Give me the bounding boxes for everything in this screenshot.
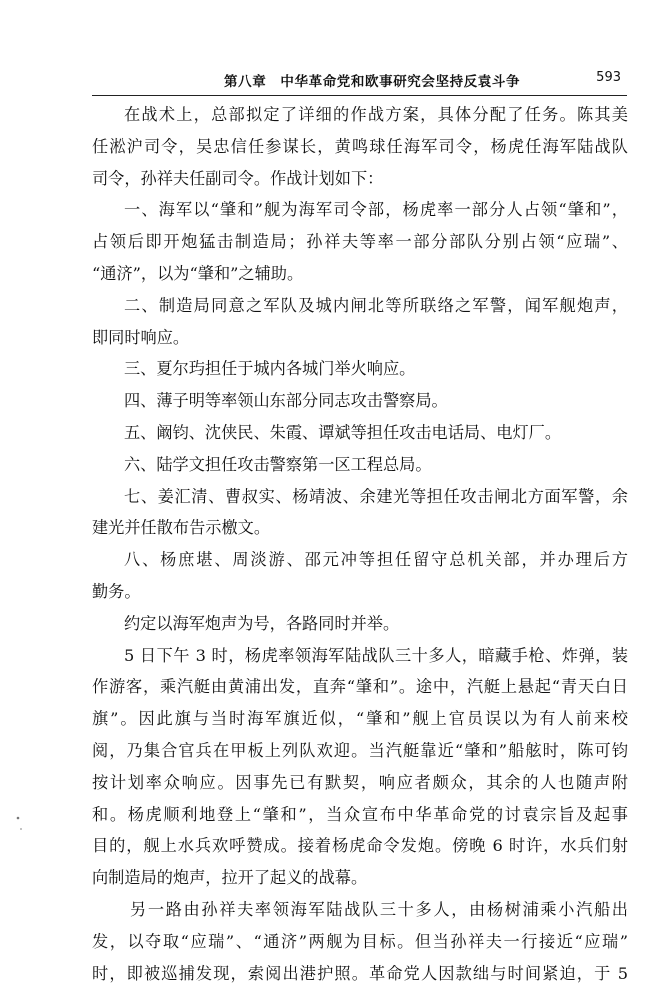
text-line: “通济”，以为“肇和”之辅助。	[92, 263, 304, 283]
text-line: 任淞沪司令，吴忠信任参谋长，黄鸣球任海军司令，杨虎任海军陆战队	[92, 136, 628, 156]
text-line: 发，以夺取“应瑞”、“通济”两舰为目标。但当孙祥夫一行接近“应瑞”	[92, 931, 628, 951]
text-line: 八、杨庶堪、周淡游、邵元冲等担任留守总机关部，并办理后方	[124, 550, 628, 570]
body-text	[92, 99, 628, 989]
text-line: 和。杨虎顺利地登上“肇和”，当众宣布中华革命党的讨袁宗旨及起事	[92, 804, 628, 824]
chapter-title: 第八章 中华革命党和欧事研究会坚持反袁斗争	[224, 74, 521, 90]
text-line: 时，即被巡捕发现，索阅出港护照。革命党人因款绌与时间紧迫，于 5	[92, 963, 628, 983]
text-line: 即同时响应。	[92, 327, 190, 347]
text-line: 阅，乃集合官兵在甲板上列队欢迎。当汽艇靠近“肇和”船舷时，陈可钧	[92, 740, 628, 760]
text-line: 在战术上，总部拟定了详细的作战方案，具体分配了任务。陈其美	[124, 105, 628, 124]
text-line: 四、薄子明等率领山东部分同志攻击警察局。	[124, 391, 448, 411]
text-line: 另一路由孙祥夫率领海军陆战队三十多人，由杨树浦乘小汽船出	[130, 899, 628, 919]
page-number: 593	[596, 70, 621, 85]
text-line: 三、夏尔玙担任于城内各城门举火响应。	[124, 359, 416, 379]
text-line: 一、海军以“肇和”舰为海军司令部，杨虎率一部分人占领“肇和”，	[124, 200, 628, 220]
text-line: 5 日下午 3 时，杨虎率领海军陆战队三十多人，暗藏手枪、炸弹，装	[124, 645, 628, 665]
text-line: 二、制造局同意之军队及城内闸北等所联络之军警，闻军舰炮声，	[124, 295, 628, 315]
text-line: 约定以海军炮声为号，各路同时并举。	[124, 613, 400, 633]
text-line: 五、阚钧、沈侠民、朱霞、谭斌等担任攻击电话局、电灯厂。	[124, 422, 562, 442]
text-line: 勤务。	[92, 581, 141, 601]
text-line: 旗”。因此旗与当时海军旗近似，“肇和”舰上官员误以为有人前来校	[92, 709, 628, 729]
header-rule	[92, 95, 627, 96]
running-header	[92, 68, 627, 96]
text-line: 占领后即开炮猛击制造局；孙祥夫等率一部分部队分别占领“应瑞”、	[92, 232, 628, 252]
text-line: 建光并任散布告示檄文。	[92, 518, 271, 538]
text-line: 目的，舰上水兵欢呼赞成。接着杨虎命令发炮。傍晚 6 时许，水兵们射	[92, 836, 628, 856]
text-line: 司令，孙祥夫任副司令。作战计划如下：	[92, 168, 384, 188]
text-line: 作游客，乘汽艇由黄浦出发，直奔“肇和”。途中，汽艇上悬起“青天白日	[92, 677, 628, 697]
text-line: 向制造局的炮声，拉开了起义的战幕。	[92, 868, 368, 888]
text-line: 按计划率众响应。因事先已有默契，响应者颇众，其余的人也随声附	[92, 772, 628, 792]
text-line: 七、姜汇清、曹叔实、杨靖波、余建光等担任攻击闸北方面军警，余	[124, 486, 628, 506]
text-line: 六、陆学文担任攻击警察第一区工程总局。	[124, 454, 432, 474]
